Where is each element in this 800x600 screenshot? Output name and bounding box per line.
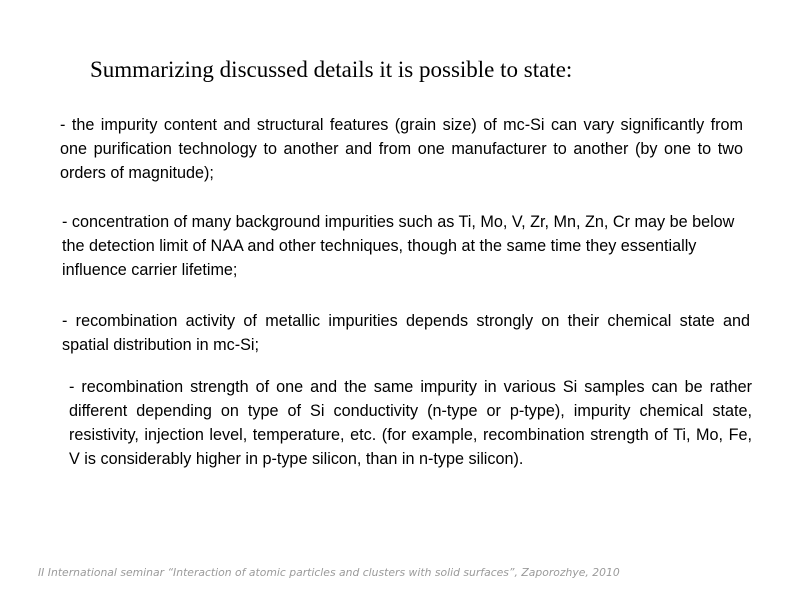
bullet-paragraph-4: - recombination strength of one and the same impurity in various Si samples can be rather different depending on type of Si conductivity (n-type or p-type), impurity chemical state, resistivity, injection level, temperature, etc. (for example, recombination strength of Ti, Mo, Fe, V is considerably higher in p-type silicon, than in n-type silicon). (69, 378, 752, 468)
bullet-paragraph-3: - recombination activity of metallic impurities depends strongly on their chemical state and spatial distribution in mc-Si; (62, 312, 750, 354)
slide-title: Summarizing discussed details it is possible to state: (90, 57, 573, 82)
bullet-paragraph-1: - the impurity content and structural features (grain size) of mc-Si can vary significantly from one purification technology to another and from one manufacturer to another (by one to two orders of magnitude); (60, 116, 743, 182)
bullet-paragraph-2: - concentration of many background impurities such as Ti, Mo, V, Zr, Mn, Zn, Cr may be below the detection limit of NAA and other techniques, though at the same time they essentially influence carrier lifetime; (62, 213, 735, 279)
slide-footer: II International seminar “Interaction of atomic particles and clusters with solid surfaces”, Zaporozhye, 2010 (38, 566, 620, 579)
